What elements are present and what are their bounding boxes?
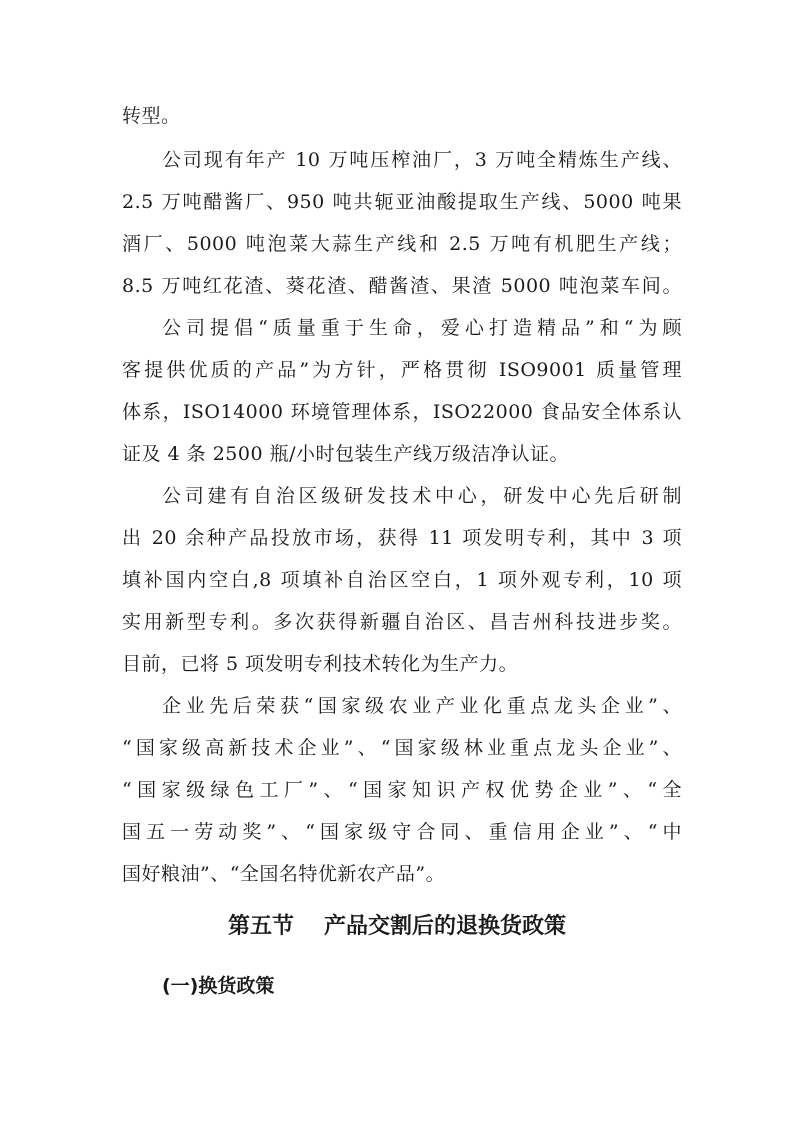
paragraph-line: 公司提倡“质量重于生命，爱心打造精品”和“为顾: [162, 317, 682, 339]
paragraph-line: 国五一劳动奖”、“国家级守合同、重信用企业”、“中: [122, 821, 682, 843]
paragraph-line: 证及 4 条 2500 瓶/小时包装生产线万级洁净认证。: [122, 443, 570, 465]
paragraph-line: 2.5 万吨醋酱厂、950 吨共轭亚油酸提取生产线、5000 吨果: [122, 191, 682, 213]
paragraph-line: 酒厂、5000 吨泡菜大蒜生产线和 2.5 万吨有机肥生产线；: [122, 233, 682, 255]
paragraph-line: 出 20 余种产品投放市场，获得 11 项发明专利，其中 3 项: [122, 527, 682, 549]
paragraph-line: 国好粮油”、“全国名特优新农产品”。: [122, 863, 446, 885]
paragraph-line: 企业先后荣获“国家级农业产业化重点龙头企业”、: [162, 695, 682, 717]
paragraph-line: 目前，已将 5 项发明专利技术转化为生产力。: [122, 653, 519, 675]
paragraph-line: 转型。: [122, 105, 181, 127]
paragraph-line: 公司建有自治区级研发技术中心，研发中心先后研制: [162, 485, 682, 507]
paragraph-line: 体系，ISO14000 环境管理体系，ISO22000 食品安全体系认: [122, 401, 682, 423]
paragraph-line: 8.5 万吨红花渣、葵花渣、醋酱渣、果渣 5000 吨泡菜车间。: [122, 275, 682, 297]
paragraph-line: 实用新型专利。多次获得新疆自治区、昌吉州科技进步奖。: [122, 611, 682, 633]
section-heading: [0, 912, 794, 942]
subsection-heading: (一)换货政策: [162, 975, 275, 997]
paragraph-line: “国家级高新技术企业”、“国家级林业重点龙头企业”、: [122, 737, 682, 759]
section-number: 第五节: [227, 914, 294, 939]
paragraph-line: 公司现有年产 10 万吨压榨油厂，3 万吨全精炼生产线、: [162, 149, 682, 171]
paragraph-line: 客提供优质的产品”为方针，严格贯彻 ISO9001 质量管理: [122, 359, 682, 381]
paragraph-line: “国家级绿色工厂”、“国家知识产权优势企业”、“全: [122, 779, 682, 801]
section-title: 产品交割后的退换货政策: [324, 914, 567, 939]
paragraph-line: 填补国内空白,8 项填补自治区空白，1 项外观专利，10 项: [122, 569, 682, 591]
